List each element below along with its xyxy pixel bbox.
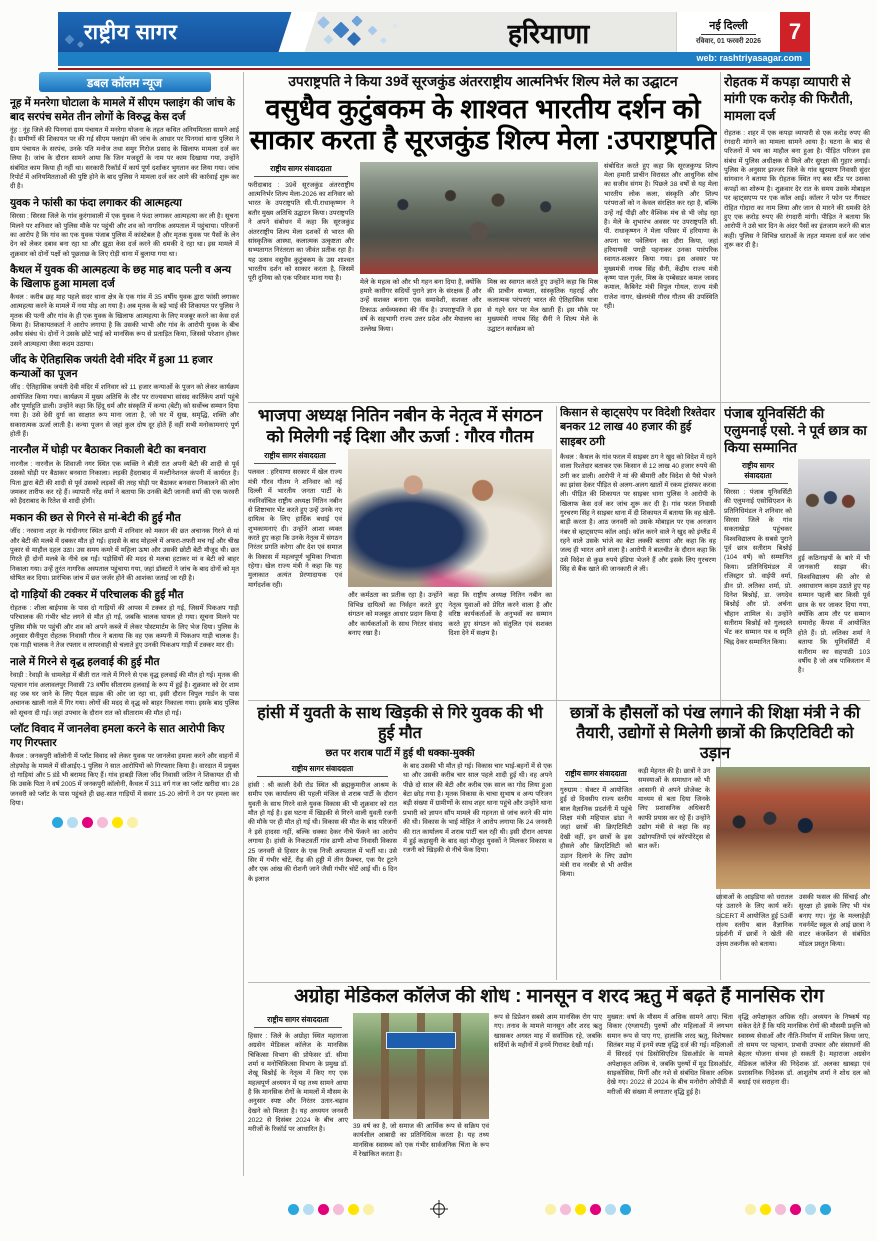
- ransom-headline: रोहतक में कपड़ा व्यापारी से मांगी एक करोड़ की फिरौती, मामला दर्ज: [724, 74, 853, 123]
- news-headline: नूह में मनरेगा घोटाला के मामले में सीएम फ्लाइंग की जांच के बाद सरपंच समेत तीन लोगों के विरुद्ध केस दर्ज: [10, 97, 235, 123]
- column-rule: [243, 72, 244, 1176]
- lead-body-col1: फरीदाबाद : 39वें सूरजकुंड अंतरराष्ट्रीय आत्मनिर्भर शिल्प मेला-2026 का शनिवार को भारत के उपराष्ट्रपति सी.पी.राधाकृष्णन ने बतौर मुख्य अतिथि उद्घाटन किया। उपराष्ट्रपति ने अपने संबोधन में कहा कि सूरजकुंड अंतरराष्ट्रीय शिल्प मेला दशकों से भारत की सांस्कृतिक आस्था, कलात्मक उत्कृष्टता और सभ्यतागत निरंतरता का जीवंत प्रतीक रहा है। यह उत्सव वसुधैव कुटुंबकम के उस शाश्वत भारतीय दर्शन को साकार करता है, जिसमें पूरी दुनिया को एक परिवार माना गया है।: [248, 181, 354, 283]
- agroha-research-story: [248, 986, 870, 1184]
- college-sign-board: [386, 1032, 457, 1049]
- page-number: 7: [780, 12, 810, 52]
- punjab-body-col1: सिरसा : पंजाब यूनिवर्सिटी की एलुमनाई एसोसिएशन के प्रतिनिधिमंडल ने शनिवार को सिरसा जिले के गांव सकताखेड़ा पहुंचकर विश्वविद्यालय के सबसे पुराने पूर्व छात्र सतीराम बिश्नोई (104 वर्ष) को सम्मानित किया। प्रतिनिधिमंडल में रजिस्ट्रार प्रो. वाईपी वर्मा, डीन प्रो. लतिका शर्मा, प्रो. दिनेश बिश्नोई, डा. जगदेव बिश्नोई और प्रो. अर्चना चौहान शामिल थे। उन्होंने सतीराम बिश्नोई को गुलदस्ते भेंट कर सम्मान पत्र व स्मृति चिह्न देकर सम्मानित किया।: [724, 488, 792, 646]
- byline: राष्ट्रीय सागर संवाददाता: [257, 764, 388, 777]
- website-url: web: rashtriyasagar.com: [58, 52, 810, 66]
- section-rule: [248, 982, 870, 983]
- cyber-headline: किसान से व्हाट्सऐप पर विदेशी रिश्तेदार बनकर 12 लाख 40 हजार की हुई साइबर ठगी: [560, 407, 715, 448]
- punjab-headline: पंजाब यूनिवर्सिटी की एलुमनाई एसो. ने पूर्व छात्र का किया सम्मानित: [724, 406, 867, 455]
- bjp-headline: भाजपा अध्यक्ष नितिन नबीन के नेतृत्व में संगठन को मिलेगी नई दिशा और ऊर्जा : गौरव गौतम: [257, 406, 543, 446]
- byline: राष्ट्रीय सागर संवाददाता: [254, 164, 347, 177]
- news-body: रेवाड़ी : रेवाड़ी के धामलेड़ा में बीती रात नाले में गिरने से एक वृद्ध हलवाई की मौत हो गई। मृतक की पहचान गांव अलावलपुर निवासी 73 वर्षीय सीताराम हलवाई के रूप में हुई है। शुक्रवार को देर शाम वह जब घर जाने के लिए पैदल सड़क की ओर जा रहा था, इसी दौरान विपुल गार्डन के पास अचानक खाली नाले में गिर गया। लोगों की मदद से वृद्ध को बाहर निकाला गया। इसके बाद पुलिस को सूचना दी गई। जहां उपचार के दौरान रात को सीताराम की मौत हो गई।: [10, 672, 239, 717]
- lead-body-col4: संबोधित करते हुए कहा कि सूरजकुण्ड शिल्प मेला हमारी प्राचीन विरासत और आधुनिक सोच का सजीव संगम है। पिछले 38 वर्षों से यह मेला भारतीय लोक कला, संस्कृति और शिल्प परंपराओं को न केवल संरक्षित कर रहा है, बल्कि उन्हें नई पीढ़ी और वैश्विक मंच से भी जोड़ रहा है। मेले के शुभारंभ अवसर पर उपराष्ट्रपति सी. पी. राधाकृष्णन ने मेला परिसर में हरियाणा के अपना घर पवेलियन का दौरा किया, जहां हरियाणवी पगड़ी पहनाकर उनका पारंपरिक स्वागत-सत्कार किया गया। इस अवसर पर मुख्यमंत्री नायब सिंह सैनी, केंद्रीय राज्य मंत्री कृष्ण पाल गुर्जर, मिस्र के एम्बेसडर कमल जावद कमाल, कैबिनेट मंत्री विपुल गोयल, राज्य मंत्री राजेश नागर, खेलमंत्री गौरव गौतम की उपस्थिति रही।: [604, 162, 718, 311]
- double-column-news: [10, 72, 239, 1176]
- cyber-body: कैथल : कैथल के गांव फरल में साइबर ठग ने खुद को विदेश में रहने वाला रिश्तेदार बताकर एक किसान से 12 लाख 40 हजार रुपये की ठगी कर डाली। आरोपी ने मां की बीमारी और विदेश से पैसे भेजने का झांसा देकर पीड़ित से अलग-अलग खातों में रकम ट्रांसफर करवा ली। पीड़ित की शिकायत पर साइबर थाना पुलिस ने आरोपी के खिलाफ केस दर्ज कर जांच शुरू कर दी है। गांव फरल निवासी गुरचरण सिंह ने साइबर थाना में दी शिकायत में बताया कि वह खेती-बाड़ी करता है। आठ जनवरी को उसके मोबाइल पर एक अनजान नंबर से व्हाट्सएप्प कॉल आई। कॉल करने वाले ने खुद को इंग्लैंड में रहने वाले उसके भांजे का बेटा लक्की बताया और कहा कि वह जल्द ही भारत आने वाला है। आरोपी ने बातचीत के दौरान कहा कि उसे विदेश से कुछ रुपये इंडिया भेजने हैं और इसके लिए गुरचरण सिंह से बैंक खाते की जानकारी ले ली।: [560, 453, 716, 574]
- news-item: [10, 723, 239, 808]
- news-body: जींद : ऐतिहासिक जयंती देवी मंदिर में शनिवार को 11 हजार कन्याओं के पूजन को लेकर कार्यक्रम आयोजित किया गया। कार्यक्रम में मुख्य अतिथि के तौर पर राज्यसभा सांसद कार्तिकेय शर्मा पहुंचे और पूर्णाहुति डाली। उन्होंने कहा कि हिंदू धर्म और संस्कृति में कन्या (बेटी) को सर्वोच्च सम्मान दिया गया है। उसे देवी दुर्गा का साक्षात रूप माना जाता है, जो घर में सुख, समृद्धि, शक्ति और सकारात्मक ऊर्जा लाती है। कन्या पूजन से जहां कुल दोष दूर होते हैं वहीं सभी मनोकामनाएं पूर्ण होती हैं।: [10, 384, 239, 439]
- hansi-body-col2: के बाद उसकी भी मौत हो गई। विकास चार भाई-बहनों में से एक था और उसकी करीब चार साल पहले शादी हुई थी। वह अपने पीछे दो साल की बेटी और करीब एक साल का गोद लिया हुआ बेटा छोड़ गया है। मृतक विकास के चाचा सुभाष व अन्य परिजन बड़ी संख्या में ग्रामीणों के साथ शहर थाना पहुंचे और उन्होंने थाना प्रभारी को ज्ञापन सौंप मामले की गहनता से जांच करने की मांग की थी। विकास के भाई मोहित ने आरोप लगाया कि 24 जनवरी की रात कार्यालय में शराब पार्टी चल रही थी। इसी दौरान आपस में हुई कहासुनी के बाद वहां मौजूद युवकों ने मिलकर विकास व रजनी को खिड़की से नीचे फेंक दिया।: [403, 763, 552, 855]
- news-headline: युवक ने फांसी का फंदा लगाकर की आत्महत्या: [10, 196, 182, 209]
- bjp-story: [248, 406, 552, 698]
- news-item: [10, 589, 239, 651]
- lead-headline: वसुधैव कुटुंबकम के शाश्वत भारतीय दर्शन को साकार करता है सूरजकुंड शिल्प मेला :उपराष्ट्रपति: [249, 93, 717, 156]
- registration-dots: [545, 1204, 631, 1215]
- registration-dots: [288, 1204, 374, 1215]
- news-item: [10, 444, 239, 506]
- news-item: [10, 197, 239, 259]
- news-headline: कैथल में युवक की आत्महत्या के छह माह बाद पत्नी व अन्य के खिलाफ हुआ मामला दर्ज: [10, 263, 232, 290]
- diamond-pattern: [311, 12, 421, 52]
- news-headline: प्लॉट विवाद में जानलेवा हमला करने के सात आरोपी किए गए गिरफ्तार: [10, 723, 225, 749]
- punjab-university-story: [724, 406, 870, 698]
- news-item: [10, 512, 239, 584]
- column-rule: [556, 406, 557, 980]
- news-body: कैथल : करीब छह माह पहले सदर थाना क्षेत्र के एक गांव में 35 वर्षीय युवक द्वारा फांसी लगाकर आत्महत्या करने के मामले में नया मोड़ आ गया है। अब मृतक के बड़े भाई की शिकायत पर पुलिस ने मृतक की पत्नी और गांव के ही एक युवक के खिलाफ आत्महत्या के लिए मजबूर करने का केस दर्ज किया है। शिकायतकर्ता ने आरोप लगाया है कि उसकी भाभी और गांव के आरोपी युवक के बीच अवैध संबंध थे। दोनों ने उसके छोटे भाई को मानसिक रूप से प्रताड़ित किया, जिससे परेशान होकर उसने आत्महत्या जैसा कदम उठाया।: [10, 294, 239, 348]
- ransom-body: रोहतक : शहर में एक कपड़ा व्यापारी से एक करोड़ रुपए की रंगदारी मांगने का मामला सामने आया है। घटना के बाद से परिजनों में भय का माहौल बना हुआ है। पीड़ित परिजन इस संबंध में पुलिस अधीक्षक से मिले और सुरक्षा की गुहार लगाई। पुलिस के अनुसार झज्जर जिले के गांव खुरमाण निवासी सुंदर सांगवान ने बताया कि रोहतक स्थित नए बस स्टैंड पर उसका कपड़ों का शोरूम है। शुक्रवार देर रात के समय उसके मोबाइल पर व्हाट्सएप्प पर एक कॉल आई। कॉलर ने फोन पर गैंगस्टर रोहित गोदारा का नाम लिया और जान से मारने की धमकी देते हुए एक करोड़ रुपए की रंगदारी मांगी। पीड़ित ने बताया कि आरोपी ने उसे चार दिन के अंदर पैसों का इंतजाम करने की बात कही। पुलिस ने विभिन्न धाराओं के तहत मामला दर्ज कर जांच शुरू कर दी है।: [724, 129, 870, 249]
- students-headline: छात्रों के हौसलों को पंख लगाने की शिक्षा मंत्री ने की तैयारी, उद्योगों से मिलेगी छात्रों की क्रिएटिविटी को उड़ान: [570, 705, 860, 762]
- news-headline: जींद के ऐतिहासिक जयंती देवी मंदिर में हुआ 11 हजार कन्याओं का पूजन: [10, 354, 213, 380]
- students-body-col2: कड़ी मेहनत की है। छात्रों ने उन समस्याओं के समाधान को भी आसानी से अपने प्रोजेक्ट के माध्यम से बता दिया जिनके लिए प्रशासनिक अधिकारी काफी प्रयास कर रहे हैं। उन्होंने उद्योग मंत्री से कहा कि वह उद्योगपतियों एवं कॉरपोरेट्स से बात करें।: [638, 768, 710, 850]
- students-body-col1: गुरुग्राम : सेक्टर में आयोजित हुई दो दिवसीय राज्य स्तरीय बाल वैज्ञानिक प्रदर्शनी में पहुंचे शिक्षा मंत्री महिपाल ढांडा ने जहां छात्रों की क्रिएटिविटी देखी वहीं, इन छात्रों के इस हौसले और क्रिएटिविटी को उड़ान दिलाने के लिए उद्योग मंत्री राव नरबीर से भी अपील किया।: [560, 787, 632, 879]
- students-story: [560, 704, 870, 980]
- edition-date: रविवार, 01 फरवरी 2026: [695, 38, 762, 45]
- masthead-rule: [58, 68, 810, 70]
- double-column-news-banner: डबल कॉलम न्यूज: [39, 72, 211, 92]
- agroha-body-col3: रूप से डिप्रेशन सबसे आम मानसिक रोग पाए गए। तनाव के मामले मानसून और शरद ऋतु खासकर अगस्त माह में सर्वाधिक रहे, जबकि सर्दियों के महीनों में इनमें गिरावट देखी गई।: [494, 1013, 602, 1049]
- science-exhibition-photo: [716, 767, 870, 889]
- news-item: [10, 354, 239, 439]
- agroha-body-col1: हिसार : जिले के अग्रोहा स्थित महाराजा अग्रसेन मेडिकल कॉलेज के मानसिक चिकित्सा विभाग की प्रोफेसर डॉ. सीमा शर्मा व मनोचिकित्सा विभाग के प्रमुख डॉ. शेखू बिश्नोई के नेतृत्व में किए गए एक महत्वपूर्ण अध्ययन में यह तथ्य सामने आया है कि मानसिक रोगों के मामलों में मौसम के अनुसार स्पष्ट और निरंतर उतार-चढ़ाव देखने को मिलता है। यह अध्ययन जनवरी 2022 से दिसंबर 2024 के बीच आए मरीजों के रिकॉर्ड पर आधारित है।: [248, 1032, 348, 1134]
- news-headline: दो गाड़ियों की टक्कर में परिचालक की हुई मौत: [10, 588, 184, 601]
- agroha-body-col2: 39 वर्ष का है, जो समाज की आर्थिक रूप से सक्रिय एवं कार्यशील आबादी का प्रतिनिधित्व करता है। यह तथ्य मानसिक स्वास्थ्य को एक गंभीर सार्वजनिक चिंता के रूप में रेखांकित करता है।: [353, 1122, 489, 1158]
- news-body: सिरसा : सिरसा जिले के गांव कुरंगावाली में एक युवक ने फंदा लगाकर आत्महत्या कर ली है। सूचना मिलने पर शनिवार को पुलिस मौके पर पहुंची और शव को नागरिक अस्पताल में पहुंचाया। परिजनों का आरोप है कि गांव का एक युवक पंजाब पुलिस में कांस्टेबल है और मृतक युवक पर पैसों के लेन देन को लेकर दबाव बना रहा था और झूठा केस दर्ज करने की धमकी दे रहा था। इस मामले में शुक्रवार को दोनों पक्षों को पूछताछ के लिए रोड़ी थाना में बुलाया गया था।: [10, 213, 239, 258]
- registration-dots: [10, 817, 239, 828]
- news-body: जींद : नरवाना शहर के गांधीनगर स्थित ढाणी में शनिवार को मकान की छत अचानक गिरने से मां और बेटी की मलबे में दबकर मौत हो गई। हादसे के बाद मोहल्ले में अफरा-तफरी मच गई और चीख पुकार से माहौल दहल उठा। उस समय कमरे में महिला ऊषा और उसकी छोटी बेटी मौजूद थी। छत गिरते ही दोनों मलबे के नीचे दब गईं। पड़ोसियों की मदद से मलबा हटाकर मां व बेटी को बाहर निकाला गया। उन्हें तुरंत नागरिक अस्पताल पहुंचाया गया, जहां डॉक्टरों ने जांच के बाद दोनों को मृत घोषित कर दिया। प्रारंभिक जांच में छत जर्जर होने की आशंका जताई जा रही है।: [10, 528, 239, 583]
- byline: राष्ट्रीय सागर संवाददाता: [564, 769, 627, 782]
- ransom-story: [724, 74, 870, 400]
- medical-college-gate-photo: [353, 1013, 489, 1119]
- section-title: हरियाणा: [507, 18, 590, 49]
- students-body-col3: छात्राओं के आइडिया को धरातल पर उतारने के लिए कार्य करें। SCERT में आयोजित हुई 53वीं राज्य स्तरीय बाल वैज्ञानिक प्रदर्शनी में छात्रों ने खेती की उत्तम तकनीक को बताया।: [716, 894, 793, 948]
- lead-kicker: उपराष्ट्रपति ने किया 39वें सूरजकुंड अंतरराष्ट्रीय आत्मनिर्भर शिल्प मेले का उद्घाटन: [288, 74, 678, 89]
- news-item: [10, 656, 239, 718]
- bjp-body-col2: और कर्मठता का प्रतीक रहा है। उन्होंने विभिन्न दायित्वों का निर्वहन करते हुए संगठन को मजबूत आधार प्रदान किया है और कार्यकर्ताओं के साथ निरंतर संवाद बनाए रखा है।: [348, 592, 443, 637]
- news-headline: नाले में गिरने से वृद्ध हलवाई की हुई मौत: [10, 655, 160, 668]
- newspaper-title: राष्ट्रीय सागर: [84, 21, 178, 44]
- hansi-body-col1: हांसी : श्री काली देवी रोड स्थित श्री ब्रह्मकुमारीज आश्रम के समीप एक कार्यालय की पहली मंजिल से शराब पार्टी के दौरान युवती के साथ गिरने वाले युवक विकास की भी शुक्रवार को रात मौत हो गई है। इस घटना में खिड़की से गिरने वाली युवती रजनी की मौके पर ही मौत हो गई थी। विकास की मौत के बाद परिजनों ने इसे हादसा नहीं, बल्कि धक्का देकर नीचे फेंकने का आरोप लगाया है। हांसी के निकटवर्ती गांव ढाणी शोभा निवासी विकास 25 जनवरी से हिसार के एक निजी अस्पताल में भर्ती था। उसे सिर में गंभीर चोटें, रीढ़ की हड्डी में तीन फ्रैक्चर, एक पैर टूटने और एक आंख की रोशनी जाने जैसी गंभीर चोटें आई थीं। 6 दिन के इलाज: [248, 782, 397, 883]
- hansi-headline: हांसी में युवती के साथ खिड़की से गिरे युवक की भी हुई मौत: [257, 705, 543, 742]
- lead-body-col3: मिस्र का स्वागत करते हुए उन्होंने कहा कि मिस्र की प्राचीन सभ्यता, सांस्कृतिक गहराई और कलात्मक परंपराएं भारत की ऐतिहासिक यात्रा से गहरे स्तर पर मेल खाती हैं। इस मौके पर मुख्यमंत्री नायब सिंह सैनी ने शिल्प मेले के उद्घाटन कार्यक्रम को: [487, 278, 598, 333]
- news-item: [10, 264, 239, 349]
- print-registration-marks: [0, 1196, 877, 1226]
- punjab-body-col2: हुई कठिनाइयों के बारे में भी जानकारी साझा की। विश्वविद्यालय की ओर से असाधारण कदम उठाते हुए यह सम्मान पहली बार किसी पूर्व छात्र के घर जाकर दिया गया, क्योंकि आम तौर पर सम्मान समारोह कैंपस में आयोजित होते हैं। प्रो. लतिका शर्मा ने बताया कि यूनिवर्सिटी में सतीराम का सहपाठी 103 वर्षीय है जो अब पाकिस्तान में है।: [798, 554, 870, 675]
- hansi-story: [248, 704, 552, 980]
- cyber-fraud-story: [560, 406, 716, 698]
- masthead: [58, 12, 810, 70]
- agroha-headline: अग्रोहा मेडिकल कॉलेज की शोध : मानसून व शरद ऋतु में बढ़ते हैं मानसिक रोग: [294, 986, 824, 1007]
- lead-story: [248, 74, 718, 402]
- news-item: [10, 97, 239, 192]
- byline: राष्ट्रीय सागर संवाददाता: [728, 461, 788, 484]
- news-headline: मकान की छत से गिरने से मां-बेटी की हुई मौत: [10, 511, 181, 524]
- students-body-col4: उसकी फसल की सिंचाई और सुरक्षा हो इसके लिए भी यंत्र बनाए गए। नूंह के मल्लाहेड़ी गवर्नमेंट स्कूल से आई छात्रा ने वाटर कंजर्वेशन से संबंधित मॉडल प्रस्तुत किया।: [798, 894, 870, 948]
- alumni-felicitation-photo: [798, 459, 870, 551]
- section-rule: [248, 402, 870, 403]
- brand-box: [58, 12, 293, 52]
- byline: राष्ट्रीय सागर संवाददाता: [254, 451, 337, 464]
- agroha-body-col5: वृद्धि अपेक्षाकृत अधिक रही। अध्ययन के निष्कर्ष यह संकेत देते हैं कि यदि मानसिक रोगों की मौसमी प्रवृत्ति को स्वास्थ्य सेवाओं और नीति-निर्माण में शामिल किया जाए, तो समय पर पहचान, प्रभावी उपचार और संसाधनों की बेहतर योजना संभव हो सकती है। महाराजा अग्रसेन मेडिकल कॉलेज की निदेशक डॉ. अलका खाबड़ा एवं प्रशासनिक निदेशक डॉ. आशुतोष शर्मा ने शोध दल को बधाई एवं सराहना दी।: [738, 1013, 870, 1087]
- bjp-body-col1: पलवल : हरियाणा सरकार में खेल राज्य मंत्री गौरव गौतम ने शनिवार को नई दिल्ली में भारतीय जनता पार्टी के नवनिर्वाचित राष्ट्रीय अध्यक्ष नितिन नबीन से शिष्टाचार भेंट करते हुए उन्हें उनके नए दायित्व के लिए हार्दिक बधाई एवं शुभकामनाएं दी। उन्होंने आशा व्यक्त करते हुए कहा कि उनके नेतृत्व में संगठन निरंतर प्रगति करेगा और देश एवं समाज के विकास में महत्वपूर्ण भूमिका निभाता रहेगा। खेल राज्य मंत्री ने कहा कि यह मुलाकात अत्यंत प्रेरणादायक एवं मार्गदर्शक रही।: [248, 469, 342, 589]
- bjp-body-col3: कहा कि राष्ट्रीय अध्यक्ष नितिन नबीन का नेतृत्व युवाओं को प्रेरित करने वाला है और वरिष्ठ कार्यकर्ताओं के अनुभवों का सम्मान करते हुए संगठन को संतुलित एवं सशक्त दिशा देने में सक्षम है।: [448, 592, 552, 637]
- news-body: नारनौल : नारनौल के शिवाजी नगर स्थित एक व्यक्ति ने बीती रात अपनी बेटी की शादी से पूर्व उसको घोड़ी पर बैठाकर बनवारा निकाला। लड़की हैदराबाद में मल्टीनेशनल कंपनी में कार्यरत है। पिता द्वारा बेटी की शादी से पूर्व उसको लड़कों की तरह घोड़ी पर बैठाकर बनवारा निकालने की लोग जमकर तारीफ कर रहे हैं। व्यापारी नरेंद्र वर्मा ने बताया कि उनकी बेटी जानवी वर्मा की एक फरवरी को हैदराबाद के रितेश से शादी होगी।: [10, 461, 239, 506]
- agroha-body-col4: मुख्यत: वर्षा के मौसम में अधिक सामने आए। चिंता विकार (एंग्जायटी) पुरुषों और महिलाओं में लगभग समान रूप से पाए गए, हालांकि शरद ऋतु, विशेषकर सितंबर माह में इनमें स्पष्ट वृद्धि दर्ज की गई। महिलाओं में सिरदर्द एवं डिसोसिएटिव डिसऑर्डर के मामले अपेक्षाकृत अधिक थे, जबकि पुरुषों में मूड डिसऑर्डर, साइकोसिस, मिर्गी और नशे से संबंधित विकार अधिक देखे गए। 2022 से 2024 के बीच मनोरोग ओपीडी में मरीजों की संख्या में लगातार वृद्धि हुई है।: [607, 1013, 733, 1096]
- news-body: नूंह : नूंह जिले की पिनगवां ग्राम पंचायत में मनरेगा योजना के तहत कथित अनियमितता सामने आई है। ग्रामीणों की शिकायत पर की गई सीएम फ्लाइंग की जांच के आधार पर पिनगवां थाना पुलिस ने ग्राम पंचायत के सरपंच, उनके पति मनोज तथा समुर गिरोज प्रसाद के खिलाफ मामला दर्ज कर लिया है। जांच के दौरान सामने आया कि जिन मजदूरों के नाम पर काम दिखाया गया, उन्होंने संबंधित काम किया ही नहीं था। सरकारी रिकॉर्ड में कार्य पूर्ण दर्शाकर भुगतान कर लिया गया। जांच रिपोर्ट में अनियमितताओं की पुष्टि होने के बाद पुलिस ने मामला दर्ज कर आगे की कार्रवाई शुरू कर दी है।: [10, 127, 239, 191]
- section-rule: [248, 700, 870, 701]
- inauguration-crowd-photo: [360, 162, 598, 274]
- registration-dots: [745, 1204, 831, 1215]
- edition-city: नई दिल्ली: [701, 18, 756, 35]
- hansi-subhead: छत पर शराब पार्टी में हुई थी धक्का-मुक्की: [325, 748, 475, 760]
- minister-bouquet-photo: [348, 449, 552, 587]
- news-headline: नारनौल में घोड़ी पर बैठाकर निकाली बेटी का बनवारा: [10, 444, 206, 457]
- edition-info: [676, 12, 780, 52]
- registration-crosshair-icon: [430, 1200, 448, 1223]
- news-body: रोहतक : शीला बाईपास के पास दो गाड़ियों की आपस में टक्कर हो गई, जिसमें पिकअप गाड़ी परिचालक की गंभीर चोट लगने से मौत हो गई, जबकि चालक घायल हो गया। सूचना मिलने पर पुलिस मौके पर पहुंची और शव को अपने कब्जे में लेकर पोस्टमार्टम के लिए भेज दिया। पुलिस के अनुसार सैनीपुरा रोहतक निवासी गौरव ने बताया कि वह एक कम्पनी में पिकअप गाड़ी चालक है। एक गाड़ी चालक ने तेज रफ्तार व लापरवाही से चलाते हुए उनकी पिकअप गाड़ी में टक्कर मार दी।: [10, 605, 239, 650]
- lead-body-col2: मेले के महत्व को और भी गहन बना दिया है, क्योंकि हमारे कारीगर सदियों पुराने ज्ञान के संरक्षक हैं और उन्हें सशक्त बनाना एक समावेशी, सशक्त और टिकाऊ अर्थव्यवस्था की नींव है। उपराष्ट्रपति ने इस वर्ष के सहभागी राज्य उत्तर प्रदेश और मेघालय का उल्लेख किया।: [360, 278, 482, 333]
- news-body: कैथल : जनकपुरी कॉलोनी में प्लॉट विवाद को लेकर युवक पर जानलेवा हमला करने और वाहनों में तोड़फोड़ के मामले में सीआईए-1 पुलिस ने सात आरोपियों को गिरफ्तार किया है। वारदात में प्रयुक्त दो गाड़ियां और 5 डंडे भी बरामद किए हैं। गांव हाबड़ी जिला जींद निवासी जतिन ने शिकायत दी थी कि उसके पिता ने वर्ष 2005 में जनकपुरी कॉलोनी, कैथल में 311 वर्ग गज का प्लॉट खरीदा था। 28 जनवरी को प्लॉट के पास पहुंचते ही छह-सात गाड़ियों में सवार 15-20 लोगों ने उन पर हमला कर दिया।: [10, 753, 239, 808]
- byline: राष्ट्रीय सागर संवाददाता: [254, 1015, 342, 1028]
